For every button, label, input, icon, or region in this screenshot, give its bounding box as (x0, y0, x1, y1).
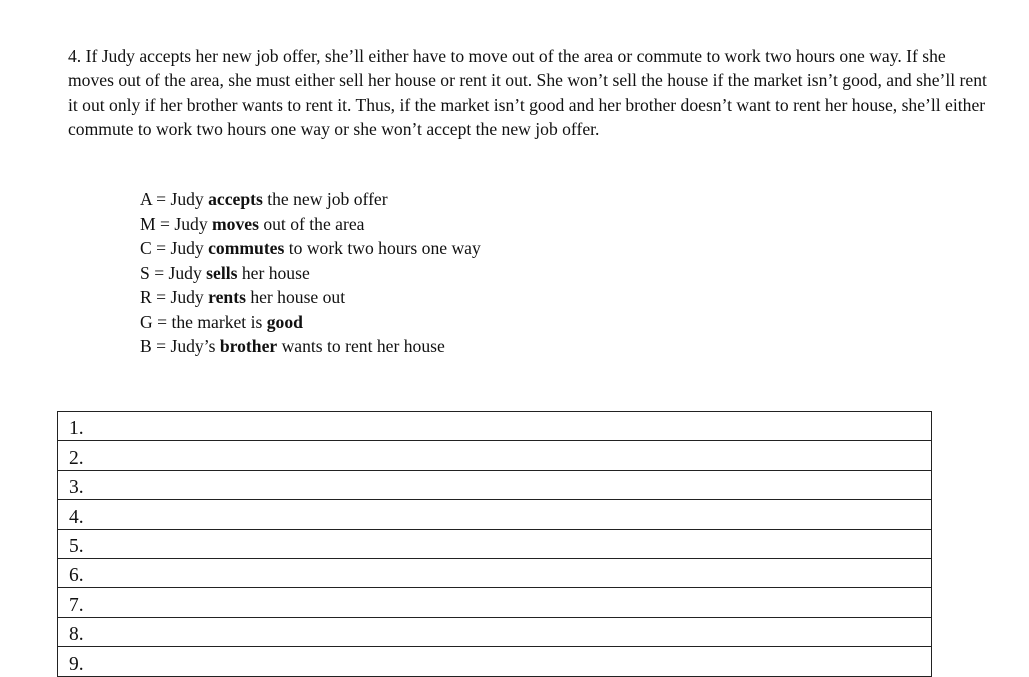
table-row[interactable] (58, 647, 932, 676)
table-row[interactable] (58, 412, 932, 441)
table-row[interactable] (58, 617, 932, 646)
proof-line-number[interactable]: 5. (58, 529, 932, 558)
proof-line-number[interactable]: 8. (58, 617, 932, 646)
table-row[interactable] (58, 441, 932, 470)
problem-statement: 4. If Judy accepts her new job offer, she’ll either have to move out of the area or commute to work two hours one way. If she moves out of the area, she must either sell her house or rent it out. She won’t sell the house if the market isn’t good, and she’ll rent it out only if her brother wants to rent it. Thus, if the market isn’t good and her brother doesn’t want to rent her house, she’ll either commute to work two hours one way or she won’t accept the new job offer. (68, 46, 987, 139)
symbol-legend (140, 187, 481, 359)
table-row[interactable] (58, 529, 932, 558)
proof-line-number[interactable]: 7. (58, 588, 932, 617)
proof-line-number[interactable]: 6. (58, 558, 932, 587)
legend-item: A = Judy accepts the new job offer (140, 189, 388, 209)
table-row[interactable] (58, 500, 932, 529)
proof-table (57, 411, 932, 677)
proof-line-number[interactable]: 1. (58, 412, 932, 441)
proof-line-number[interactable]: 4. (58, 500, 932, 529)
legend-item: R = Judy rents her house out (140, 287, 346, 307)
table-row[interactable] (58, 588, 932, 617)
legend-item: G = the market is good (140, 311, 303, 332)
legend-item: M = Judy moves out of the area (140, 213, 365, 234)
proof-line-number[interactable]: 3. (58, 470, 932, 499)
proof-line-number[interactable]: 9. (58, 647, 932, 676)
legend-item: S = Judy sells her house (140, 262, 310, 283)
table-row[interactable] (58, 470, 932, 499)
legend-item: C = Judy commutes to work two hours one way (140, 238, 481, 258)
table-row[interactable] (58, 558, 932, 587)
proof-line-number[interactable]: 2. (58, 441, 932, 470)
legend-item: B = Judy’s brother wants to rent her house (140, 336, 445, 356)
